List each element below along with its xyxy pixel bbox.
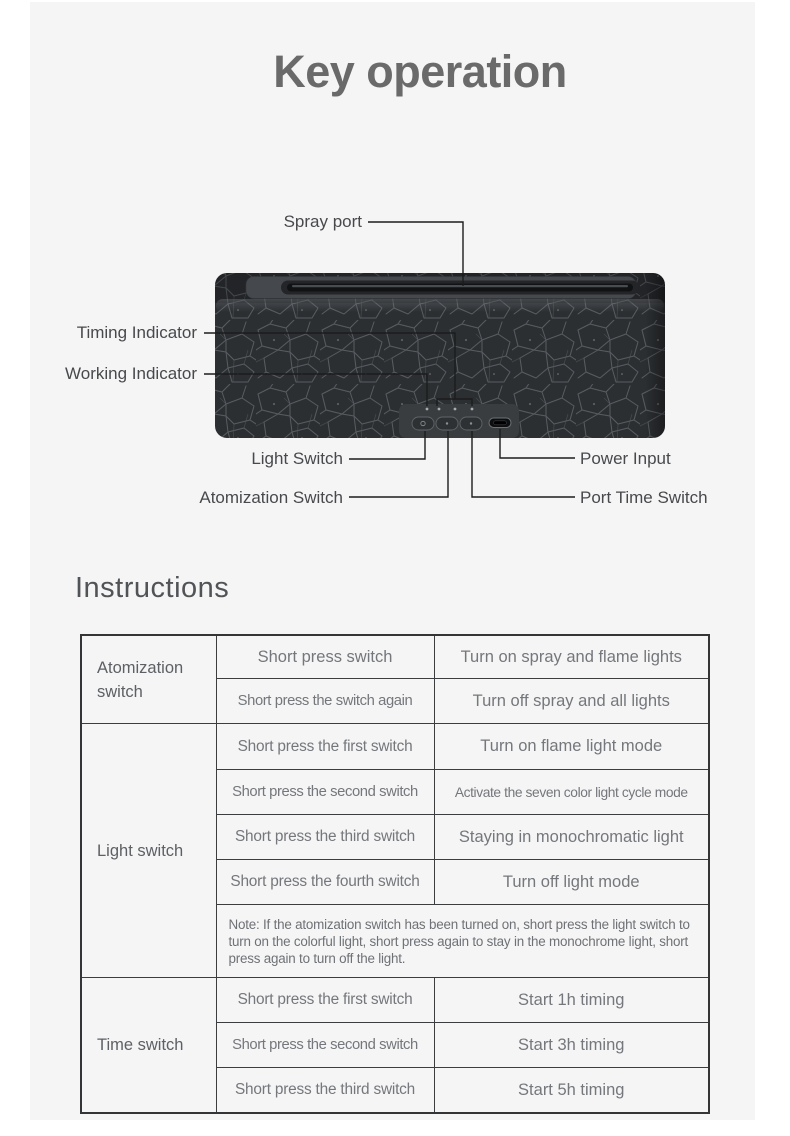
label-port-time-switch: Port Time Switch xyxy=(580,488,708,507)
result-cell: Start 1h timing xyxy=(434,978,709,1023)
action-cell: Short press the third switch xyxy=(216,815,434,860)
result-cell: Turn on flame light mode xyxy=(434,724,709,770)
action-cell: Short press switch xyxy=(216,635,434,679)
action-cell: Short press the first switch xyxy=(216,978,434,1023)
instructions-table xyxy=(80,634,710,1114)
action-cell: Short press the second switch xyxy=(216,1023,434,1068)
action-cell: Short press the third switch xyxy=(216,1068,434,1114)
label-light-switch: Light Switch xyxy=(251,449,343,468)
light-switch-button xyxy=(412,417,434,430)
spray-icon xyxy=(446,422,448,424)
result-cell: Turn on spray and flame lights xyxy=(434,635,709,679)
callout-line-port-time-switch xyxy=(472,431,575,497)
table-row xyxy=(81,724,709,770)
label-spray-port: Spray port xyxy=(283,212,362,231)
result-cell: Start 3h timing xyxy=(434,1023,709,1068)
table-row xyxy=(81,978,709,1023)
page-title: Key operation xyxy=(273,46,567,97)
action-cell: Short press the second switch xyxy=(216,770,434,815)
light-switch-note: Note: If the atomization switch has been turned on, short press the light switch to turn on the colorful light, short press again to stay in the monochrome light, short press again to turn off the light. xyxy=(216,905,709,978)
usb-c-port xyxy=(489,418,511,428)
label-atomization-switch: Atomization Switch xyxy=(199,488,343,507)
callout-line-atomization-switch xyxy=(349,431,448,497)
action-cell: Short press the switch again xyxy=(216,679,434,724)
control-panel xyxy=(399,404,519,438)
group-label-atomization-switch: Atomization switch xyxy=(81,635,216,724)
result-cell: Activate the seven color light cycle mode xyxy=(434,770,709,815)
label-power-input: Power Input xyxy=(580,449,671,468)
action-cell: Short press the first switch xyxy=(216,724,434,770)
table-row xyxy=(81,635,709,679)
label-working-indicator: Working Indicator xyxy=(65,364,197,383)
section-title: Instructions xyxy=(75,572,230,604)
label-timing-indicator: Timing Indicator xyxy=(76,323,197,342)
result-cell: Staying in monochromatic light xyxy=(434,815,709,860)
result-cell: Turn off spray and all lights xyxy=(434,679,709,724)
result-cell: Turn off light mode xyxy=(434,860,709,905)
group-label-light-switch: Light switch xyxy=(81,724,216,978)
timer-icon xyxy=(470,422,472,424)
action-cell: Short press the fourth switch xyxy=(216,860,434,905)
group-label-time-switch: Time switch xyxy=(81,978,216,1114)
result-cell: Start 5h timing xyxy=(434,1068,709,1114)
